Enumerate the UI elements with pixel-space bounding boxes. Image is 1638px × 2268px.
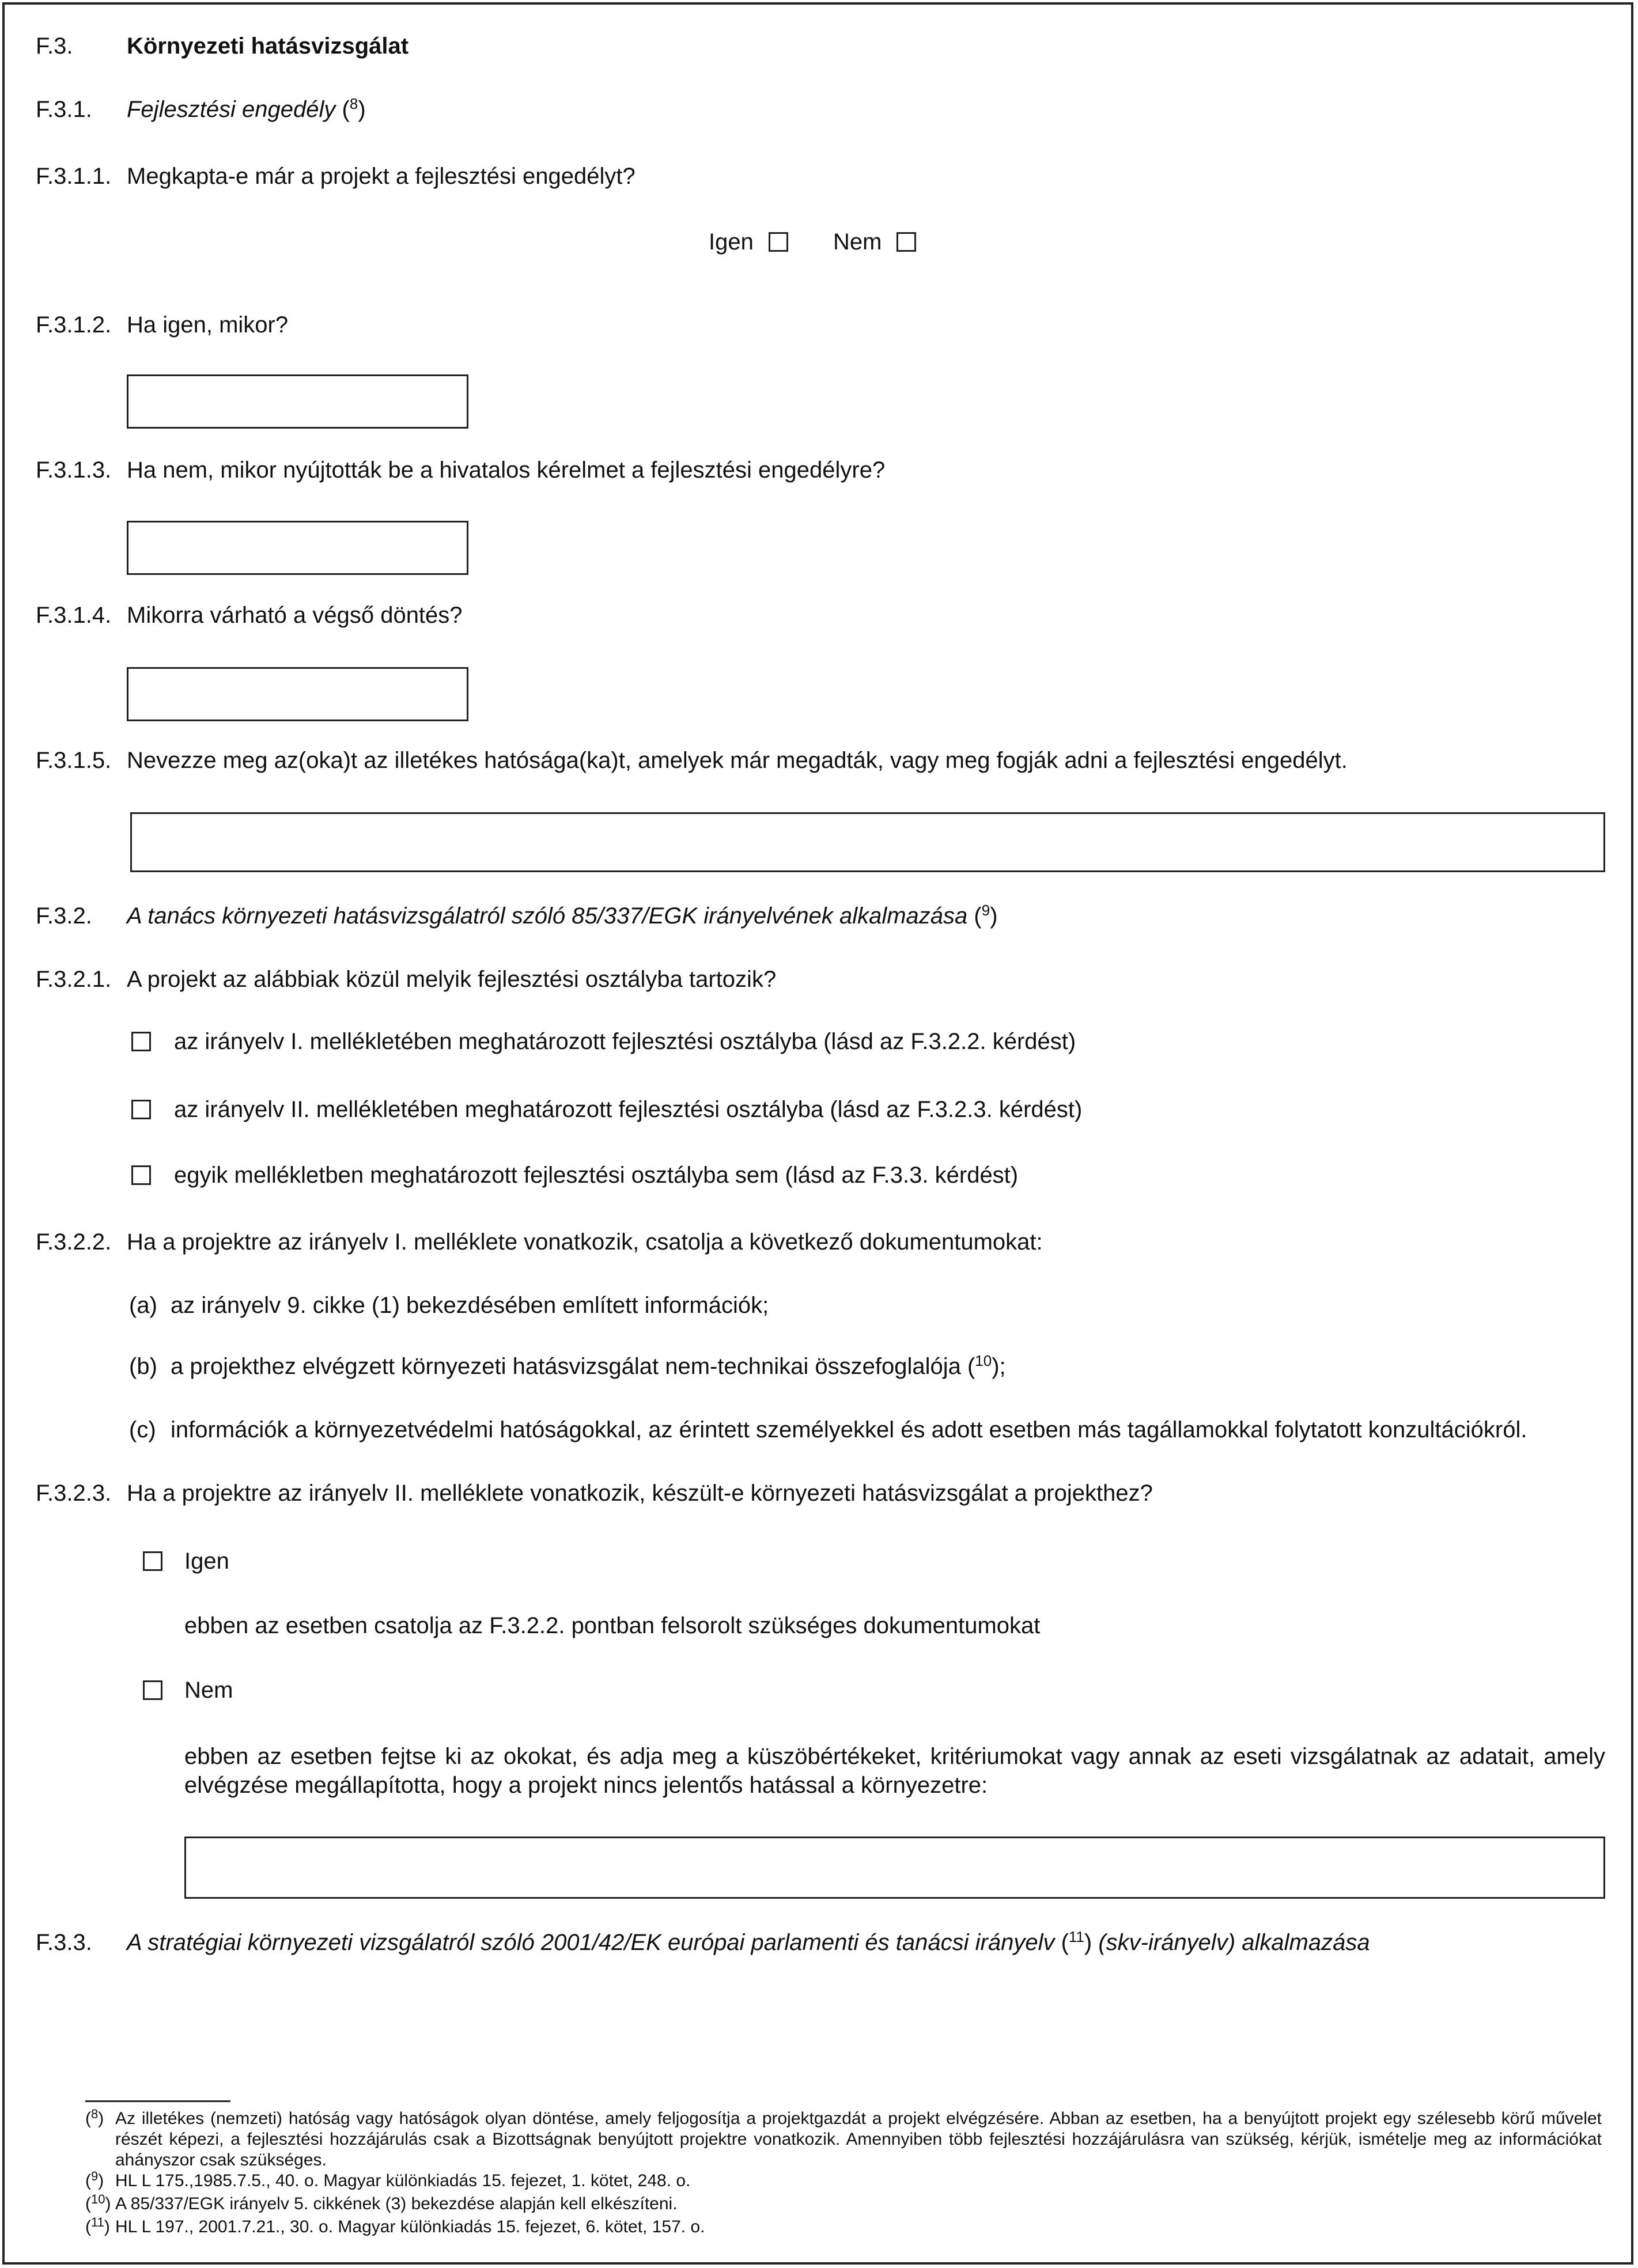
list-text-wrap: a projekthez elvégzett környezeti hatásvizsgálat nem-technikai összefoglalója ($^{10}$);	[171, 1352, 1006, 1379]
eia-yes-label: Igen	[184, 1548, 229, 1574]
list-label: (b)	[129, 1354, 157, 1379]
footnote-text: HL L 175.,1985.7.5., 40. o. Magyar különkiadás 15. fejezet, 1. kötet, 248. o.	[115, 2171, 691, 2190]
list-label: (c)	[129, 1417, 156, 1442]
list-label: (a)	[129, 1293, 157, 1318]
authority-input-field[interactable]	[130, 812, 1605, 872]
option-label: az irányelv II. mellékletében meghatározott fejlesztési osztályba (lásd az F.3.2.3. kérdést)	[174, 1097, 1083, 1122]
section-number: F.3.3.	[36, 1930, 92, 1955]
question-number: F.3.1.3.	[36, 457, 112, 483]
question-number: F.3.1.5.	[36, 748, 112, 773]
section-title: Fejlesztési engedély	[127, 97, 336, 122]
option-none-checkbox[interactable]	[131, 1165, 151, 1185]
section-title-wrap: A tanács környezeti hatásvizsgálatról szóló 85/337/EGK irányelvének alkalmazása ($^9$)	[127, 902, 998, 929]
section-title-wrap: Fejlesztési engedély ($^8$)	[127, 95, 366, 122]
option-annex1-checkbox[interactable]	[131, 1032, 151, 1051]
footnote-ref[interactable]: 8	[349, 95, 358, 112]
section-title-suffix: (skv-irányelv) alkalmazása	[1098, 1930, 1370, 1955]
footnote-ref[interactable]: 11	[1068, 1928, 1084, 1945]
date-input-field[interactable]	[127, 374, 468, 429]
question-number: F.3.1.2.	[36, 312, 112, 338]
decision-date-input-field[interactable]	[127, 667, 468, 721]
eia-yes-note: ebben az esetben csatolja az F.3.2.2. pontban felsorolt szükséges dokumentumokat	[184, 1613, 1041, 1638]
question-text: Ha nem, mikor nyújtották be a hivatalos kérelmet a fejlesztési engedélyre?	[127, 457, 886, 483]
section-title: A stratégiai környezeti vizsgálatról szóló 2001/42/EK európai parlamenti és tanácsi irányelv	[127, 1930, 1055, 1955]
list-text: információk a környezetvédelmi hatóságokkal, az érintett személyekkel és adott esetben más tagállamokkal folytatott konzultációkról.	[171, 1417, 1527, 1442]
footnote-divider	[85, 2100, 230, 2102]
application-date-input-field[interactable]	[127, 521, 468, 575]
footnote-10	[85, 2194, 1602, 2214]
option-label: egyik mellékletben meghatározott fejlesztési osztályba sem (lásd az F.3.3. kérdést)	[174, 1163, 1019, 1188]
section-number: F.3.2.	[36, 903, 92, 929]
eia-no-note: ebben az esetben fejtse ki az okokat, és adja meg a küszöbértékeket, kritériumokat vagy annak az eseti vizsgálatnak az adatait, amely elvégzése megállapította, hogy a projekt nincs jelentős hatással a környezetre:	[184, 1744, 1605, 1798]
footnote-text: HL L 197., 2001.7.21., 30. o. Magyar különkiadás 15. fejezet, 6. kötet, 157. o.	[115, 2217, 705, 2236]
list-text: a projekthez elvégzett környezeti hatásvizsgálat nem-technikai összefoglalója	[171, 1354, 961, 1379]
eia-yes-checkbox[interactable]	[143, 1551, 162, 1571]
question-text: Megkapta-e már a projekt a fejlesztési engedélyt?	[127, 164, 635, 189]
section-number: F.3.	[36, 33, 73, 59]
answer-no-label: Nem	[833, 229, 882, 255]
question-text: Ha a projektre az irányelv II. melléklete vonatkozik, készült-e környezeti hatásvizsgálat a projekthez?	[127, 1481, 1153, 1506]
reasons-input-field[interactable]	[184, 1837, 1605, 1899]
footnote-mark: ($^9$)	[85, 2169, 104, 2190]
option-annex2-checkbox[interactable]	[131, 1100, 151, 1119]
footnote-8	[85, 2108, 1602, 2171]
page-frame	[2, 2, 1633, 2265]
answer-yes-label: Igen	[709, 229, 754, 255]
question-number: F.3.1.1.	[36, 164, 112, 189]
footnote-mark: ($^8$)	[85, 2107, 104, 2128]
footnote-mark: ($^{10}$)	[85, 2192, 111, 2213]
option-label: az irányelv I. mellékletében meghatározott fejlesztési osztályba (lásd az F.3.2.2. kérdést)	[174, 1029, 1076, 1054]
list-text-end: );	[992, 1354, 1006, 1379]
footnote-text: Az illetékes (nemzeti) hatóság vagy hatóságok olyan döntése, amely feljogosítja a projektgazdát a projekt elvégzésére. Abban az esetben, ha a benyújtott projekt egy szélesebb körű művelet részét képezi, a fejlesztési hozzájárulás csak a Bizottságnak benyújtott projektre vonatkozik. Amennyiben több fejlesztési hozzájárulásra van szükség, kérjük, ismételje meg az információkat ahányszor csak szükséges.	[115, 2109, 1602, 2169]
eia-no-checkbox[interactable]	[143, 1680, 162, 1700]
question-number: F.3.2.1.	[36, 967, 112, 992]
footnote-11	[85, 2217, 1602, 2237]
footnote-text: A 85/337/EGK irányelv 5. cikkének (3) bekezdése alapján kell elkészíteni.	[115, 2194, 678, 2213]
question-text: A projekt az alábbiak közül melyik fejlesztési osztályba tartozik?	[127, 967, 777, 992]
question-number: F.3.2.3.	[36, 1481, 112, 1506]
footnote-mark: ($^{11}$)	[85, 2215, 110, 2236]
question-text: Ha a projektre az irányelv I. melléklete vonatkozik, csatolja a következő dokumentumokat:	[127, 1229, 1043, 1255]
section-title: A tanács környezeti hatásvizsgálatról szóló 85/337/EGK irányelvének alkalmazása	[127, 903, 968, 929]
list-text: az irányelv 9. cikke (1) bekezdésében említett információk;	[171, 1293, 769, 1318]
question-text: Ha igen, mikor?	[127, 312, 289, 338]
question-number: F.3.2.2.	[36, 1229, 112, 1255]
question-text: Mikorra várható a végső döntés?	[127, 603, 463, 628]
question-text: Nevezze meg az(oka)t az illetékes hatósága(ka)t, amelyek már megadták, vagy meg fogják adni a fejlesztési engedélyt.	[127, 748, 1348, 773]
no-checkbox[interactable]	[896, 232, 916, 252]
section-number: F.3.1.	[36, 97, 92, 122]
section-title-wrap: A stratégiai környezeti vizsgálatról szóló 2001/42/EK európai parlamenti és tanácsi irányelv ($^{11}$) (skv-irányelv) alkalmazása	[127, 1928, 1370, 1955]
yes-checkbox[interactable]	[769, 232, 788, 252]
footnote-ref[interactable]: 9	[981, 902, 990, 919]
footnote-9	[85, 2171, 1602, 2191]
eia-no-label: Nem	[184, 1678, 233, 1703]
section-title: Környezeti hatásvizsgálat	[127, 33, 409, 59]
footnote-ref[interactable]: 10	[975, 1352, 992, 1369]
question-number: F.3.1.4.	[36, 603, 112, 628]
